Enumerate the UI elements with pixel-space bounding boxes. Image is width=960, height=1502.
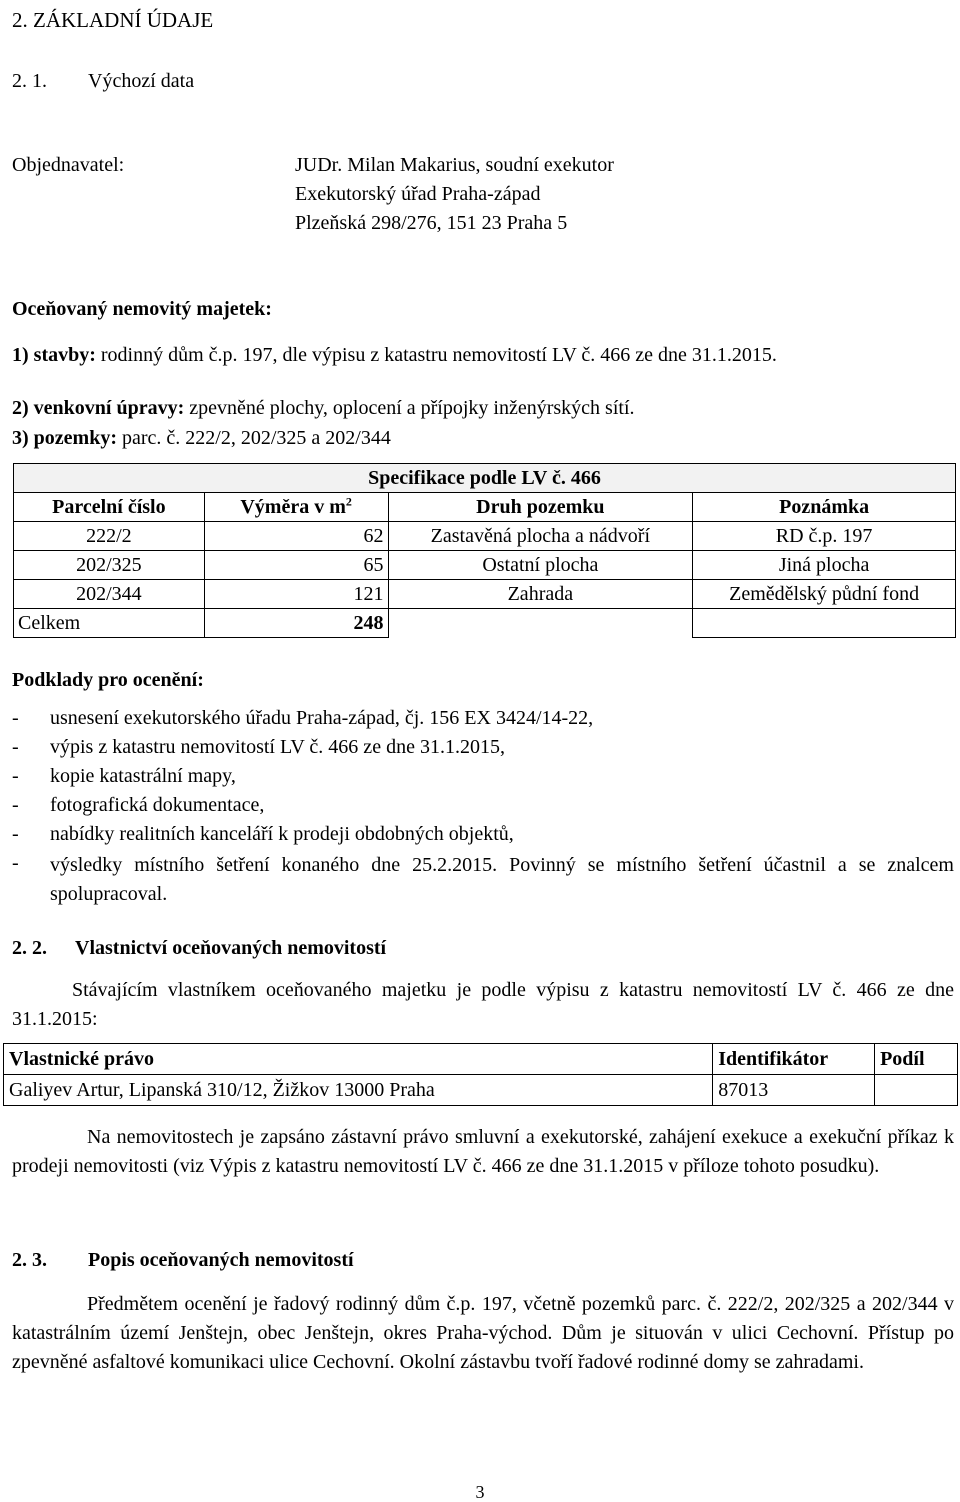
spec-header-type: Druh pozemku	[388, 493, 693, 522]
spec-header-parcel: Parcelní číslo	[14, 493, 205, 522]
property-item-2	[12, 396, 635, 420]
spec-cell-type: Zahrada	[388, 580, 693, 609]
list-item-text: fotografická dokumentace,	[50, 794, 265, 816]
list-item-text: nabídky realitních kanceláří k prodeji obdobných objektů,	[50, 823, 514, 845]
list-item: - nabídky realitních kanceláří k prodeji obdobných objektů,	[12, 823, 514, 845]
ownership-cell-id: 87013	[713, 1075, 875, 1106]
section-2-3-title: Popis oceňovaných nemovitostí	[88, 1249, 354, 1271]
table-row	[14, 580, 956, 609]
section-2-2-title: Vlastnictví oceňovaných nemovitostí	[75, 937, 387, 959]
list-item-text: kopie katastrální mapy,	[50, 765, 236, 787]
spec-table	[13, 463, 956, 638]
ownership-header-share: Podíl	[875, 1044, 958, 1075]
list-item: - kopie katastrální mapy,	[12, 765, 236, 787]
section-2-1-number: 2. 1.	[12, 70, 47, 92]
spec-cell-area: 121	[204, 580, 388, 609]
spec-total-label: Celkem	[14, 609, 205, 638]
spec-cell-type: Zastavěná plocha a nádvoří	[388, 522, 693, 551]
ownership-intro: Stávajícím vlastníkem oceňovaného majetku je podle výpisu z katastru nemovitostí LV č. 466 ze dne 31.1.2015:	[12, 979, 954, 1030]
spec-cell-parcel: 222/2	[14, 522, 205, 551]
spec-cell-type: Ostatní plocha	[388, 551, 693, 580]
spec-total-row	[14, 609, 956, 638]
spec-cell-parcel: 202/344	[14, 580, 205, 609]
list-item: - usnesení exekutorského úřadu Praha-západ, čj. 156 EX 3424/14-22,	[12, 707, 594, 729]
section-2-2-number: 2. 2.	[12, 937, 47, 959]
client-label: Objednavatel:	[12, 154, 125, 176]
list-item: - výsledky místního šetření konaného dne 25.2.2015. Povinný se místního šetření účastnil a se znalcem spolupracoval.	[12, 851, 954, 909]
list-item: - fotografická dokumentace,	[12, 794, 265, 816]
chapter-heading: 2. ZÁKLADNÍ ÚDAJE	[12, 8, 214, 32]
spec-header-area-text: Výměra v m	[240, 496, 346, 518]
spec-header-area-sup: 2	[345, 494, 352, 509]
spec-header-area	[204, 493, 388, 522]
ownership-cell-share	[875, 1075, 958, 1106]
property-description: Předmětem ocenění je řadový rodinný dům č.p. 197, včetně pozemků parc. č. 222/2, 202/325 a 202/344 v katastrálním území Jenštejn, obec Jenštejn, okres Praha-východ. Dům je situován v ulici Cechovní. Přístup po zpevněné asfaltové komunikaci ulice Cechovní. Okolní zástavbu tvoří řadové rodinné domy se zahradami.	[12, 1293, 954, 1373]
table-row	[14, 551, 956, 580]
ownership-table	[3, 1043, 958, 1106]
ownership-header-id: Identifikátor	[713, 1044, 875, 1075]
property-item-3	[12, 426, 391, 450]
list-item: - výpis z katastru nemovitostí LV č. 466 ze dne 31.1.2015,	[12, 736, 505, 758]
spec-cell-area: 65	[204, 551, 388, 580]
ownership-cell-owner: Galiyev Artur, Lipanská 310/12, Žižkov 13000 Praha	[4, 1075, 713, 1106]
spec-cell-note: Jiná plocha	[693, 551, 956, 580]
client-line-2: Exekutorský úřad Praha-západ	[295, 183, 541, 205]
spec-title-row	[14, 464, 956, 493]
spec-total-empty	[388, 609, 693, 638]
spec-title: Specifikace podle LV č. 466	[14, 464, 956, 493]
spec-header-note: Poznámka	[693, 493, 956, 522]
ownership-header-right: Vlastnické právo	[4, 1044, 713, 1075]
sources-title: Podklady pro ocenění:	[12, 669, 204, 691]
section-2-3-number: 2. 3.	[12, 1249, 47, 1271]
table-row	[14, 522, 956, 551]
property-item-2-label: 2) venkovní úpravy:	[12, 397, 185, 419]
ownership-header-row	[4, 1044, 958, 1075]
property-item-1-text: rodinný dům č.p. 197, dle výpisu z katastru nemovitostí LV č. 466 ze dne 31.1.2015.	[95, 344, 777, 366]
spec-total-value: 248	[204, 609, 388, 638]
table-row	[4, 1075, 958, 1106]
spec-header-row	[14, 493, 956, 522]
list-item-text: výpis z katastru nemovitostí LV č. 466 ze dne 31.1.2015,	[50, 736, 505, 758]
property-item-3-text: parc. č. 222/2, 202/325 a 202/344	[116, 427, 391, 449]
spec-total-note-empty	[693, 609, 956, 638]
property-label: Oceňovaný nemovitý majetek:	[12, 298, 272, 320]
list-item-text: usnesení exekutorského úřadu Praha-západ, čj. 156 EX 3424/14-22,	[50, 707, 594, 729]
spec-cell-note: Zemědělský půdní fond	[693, 580, 956, 609]
client-line-1: JUDr. Milan Makarius, soudní exekutor	[295, 154, 614, 176]
section-2-1-title: Výchozí data	[88, 70, 195, 92]
property-item-1-label: 1) stavby:	[12, 344, 96, 366]
property-item-3-label: 3) pozemky:	[12, 427, 117, 449]
property-item-1	[12, 341, 954, 370]
ownership-note: Na nemovitostech je zapsáno zástavní právo smluvní a exekutorské, zahájení exekuce a exekuční příkaz k prodeji nemovitosti (viz Výpis z katastru nemovitostí LV č. 466 ze dne 31.1.2015 v příloze tohoto posudku).	[12, 1126, 954, 1177]
page-number: 3	[475, 1482, 485, 1502]
spec-cell-parcel: 202/325	[14, 551, 205, 580]
spec-cell-area: 62	[204, 522, 388, 551]
client-line-3: Plzeňská 298/276, 151 23 Praha 5	[295, 212, 568, 234]
list-item-text: výsledky místního šetření konaného dne 25.2.2015. Povinný se místního šetření účastnil a se znalcem spolupracoval.	[50, 854, 954, 905]
property-item-2-text: zpevněné plochy, oplocení a přípojky inženýrských sítí.	[184, 397, 635, 419]
spec-cell-note: RD č.p. 197	[693, 522, 956, 551]
